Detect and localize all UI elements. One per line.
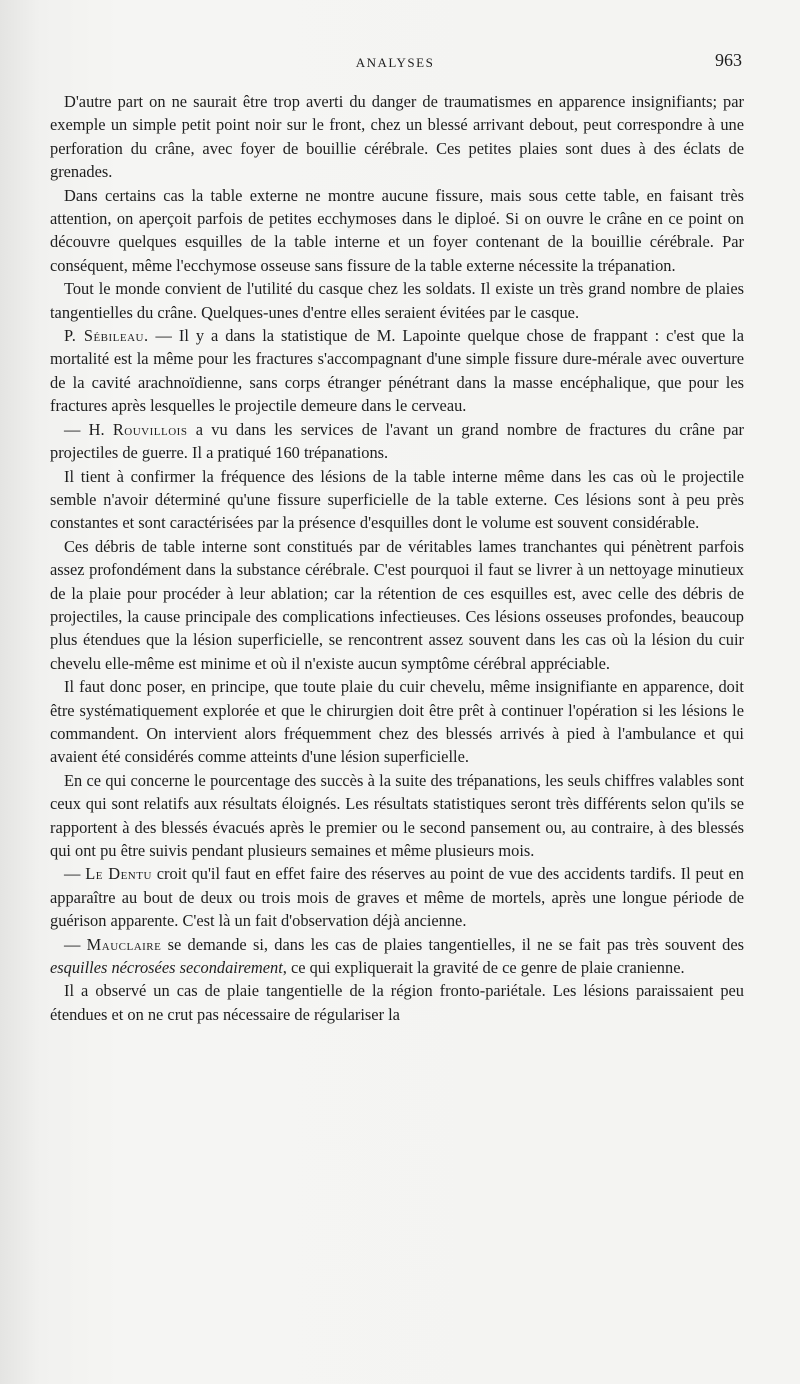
body-text bbox=[50, 90, 744, 1026]
paragraph: Tout le monde convient de l'utilité du casque chez les soldats. Il existe un très grand nombre de plaies tangentielles du crâne. Quelques-unes d'entre elles seraient évitées par le casque. bbox=[50, 279, 744, 322]
page-number: 963 bbox=[715, 50, 742, 70]
speaker-name: P. Sébileau. bbox=[64, 326, 149, 346]
paragraph: Il a observé un cas de plaie tangentielle de la région fronto-pariétale. Les lésions paraissaient peu étendues et on ne crut pas nécessaire de régulariser la bbox=[50, 981, 744, 1024]
paragraph: — Le Dentu croit qu'il faut en effet faire des réserves au point de vue des accidents tardifs. Il peut en apparaître au bout de deux ou trois mois de graves et même de mortels, après une longue période de guérison apparente. C'est là un fait d'observation déjà ancienne. bbox=[50, 864, 744, 931]
paragraph: P. Sébileau. — Il y a dans la statistique de M. Lapointe quelque chose de frappant : c'est que la mortalité est la même pour les fractures s'accompagnant d'une simple fissure dure-mérale avec ouverture de la cavité arachnoïdienne, sans corps étranger pénétrant dans la masse encéphalique, que pour les fractures après lesquelles le projectile demeure dans le cerveau. bbox=[50, 326, 744, 416]
speaker-name: Rouvillois bbox=[112, 419, 188, 439]
paragraph: — H. Rouvillois a vu dans les services de l'avant un grand nombre de fractures du crâne par projectiles de guerre. Il a pratiqué 160 trépanations. bbox=[50, 419, 744, 463]
paragraph: — Mauclaire se demande si, dans les cas de plaies tangentielles, il ne se fait pas très souvent des esquilles nécrosées secondairement, ce qui expliquerait la gravité de ce genre de plaie cranienne. bbox=[50, 934, 744, 978]
paragraph: Il faut donc poser, en principe, que toute plaie du cuir chevelu, même insignifiante en apparence, doit être systématiquement explorée et que le chirurgien doit être prêt à continuer l'opération si les lésions le commandent. On intervient alors fréquemment chez des blessés arrivés à pied à l'ambulance et qui avaient été considérés comme atteints d'une lésion superficielle. bbox=[50, 677, 744, 767]
paragraph: En ce qui concerne le pourcentage des succès à la suite des trépanations, les seuls chiffres valables sont ceux qui sont relatifs aux résultats éloignés. Les résultats statistiques seront très différents selon qu'ils se rapportent à des blessés évacués après le premier ou le second pansement ou, au contraire, à des blessés qui ont pu être suivis pendant plusieurs semaines et même plusieurs mois. bbox=[50, 770, 744, 860]
running-head: ANALYSES bbox=[355, 55, 435, 70]
paragraph: D'autre part on ne saurait être trop averti du danger de traumatismes en apparence insignifiants; par exemple un simple petit point noir sur le front, chez un blessé arrivant debout, peut correspondre à une perforation du crâne, avec foyer de bouillie cérébrale. Ces petites plaies sont dues à des éclats de grenades. bbox=[50, 92, 744, 182]
italic-term: esquilles nécrosées secondairement bbox=[50, 958, 283, 978]
paragraph: Dans certains cas la table externe ne montre aucune fissure, mais sous cette table, en faisant très attention, on aperçoit parfois de petites ecchymoses dans le diploé. Si on ouvre le crâne en ce point on découvre quelques esquilles de la table interne et un foyer contenant de la bouillie cérébrale. Par conséquent, même l'ecchymose osseuse sans fissure de la table externe nécessite la trépanation. bbox=[50, 185, 744, 275]
speaker-name: Le Dentu bbox=[85, 864, 152, 884]
paragraph: Ces débris de table interne sont constitués par de véritables lames tranchantes qui pénètrent parfois assez profondément dans la substance cérébrale. C'est pourquoi il faut se livrer à un nettoyage minutieux de la plaie pour procéder à leur ablation; car la rétention de ces esquilles est, avec celle des débris de projectiles, la cause principale des complications infectieuses. Ces lésions osseuses profondes, beaucoup plus étendues que la lésion superficielle, se rencontrent assez souvent dans les cas où la lésion du cuir chevelu elle-même est minime et où il n'existe aucun symptôme cérébral appréciable. bbox=[50, 536, 744, 673]
page-header bbox=[48, 50, 742, 74]
paragraph: Il tient à confirmer la fréquence des lésions de la table interne même dans les cas où le projectile semble n'avoir déterminé qu'une fissure superficielle de la table externe. Ces lésions sont à peu près constantes et sont caractérisées par la présence d'esquilles dont le volume est souvent considérable. bbox=[50, 466, 744, 533]
speaker-name: Mauclaire bbox=[86, 934, 162, 954]
